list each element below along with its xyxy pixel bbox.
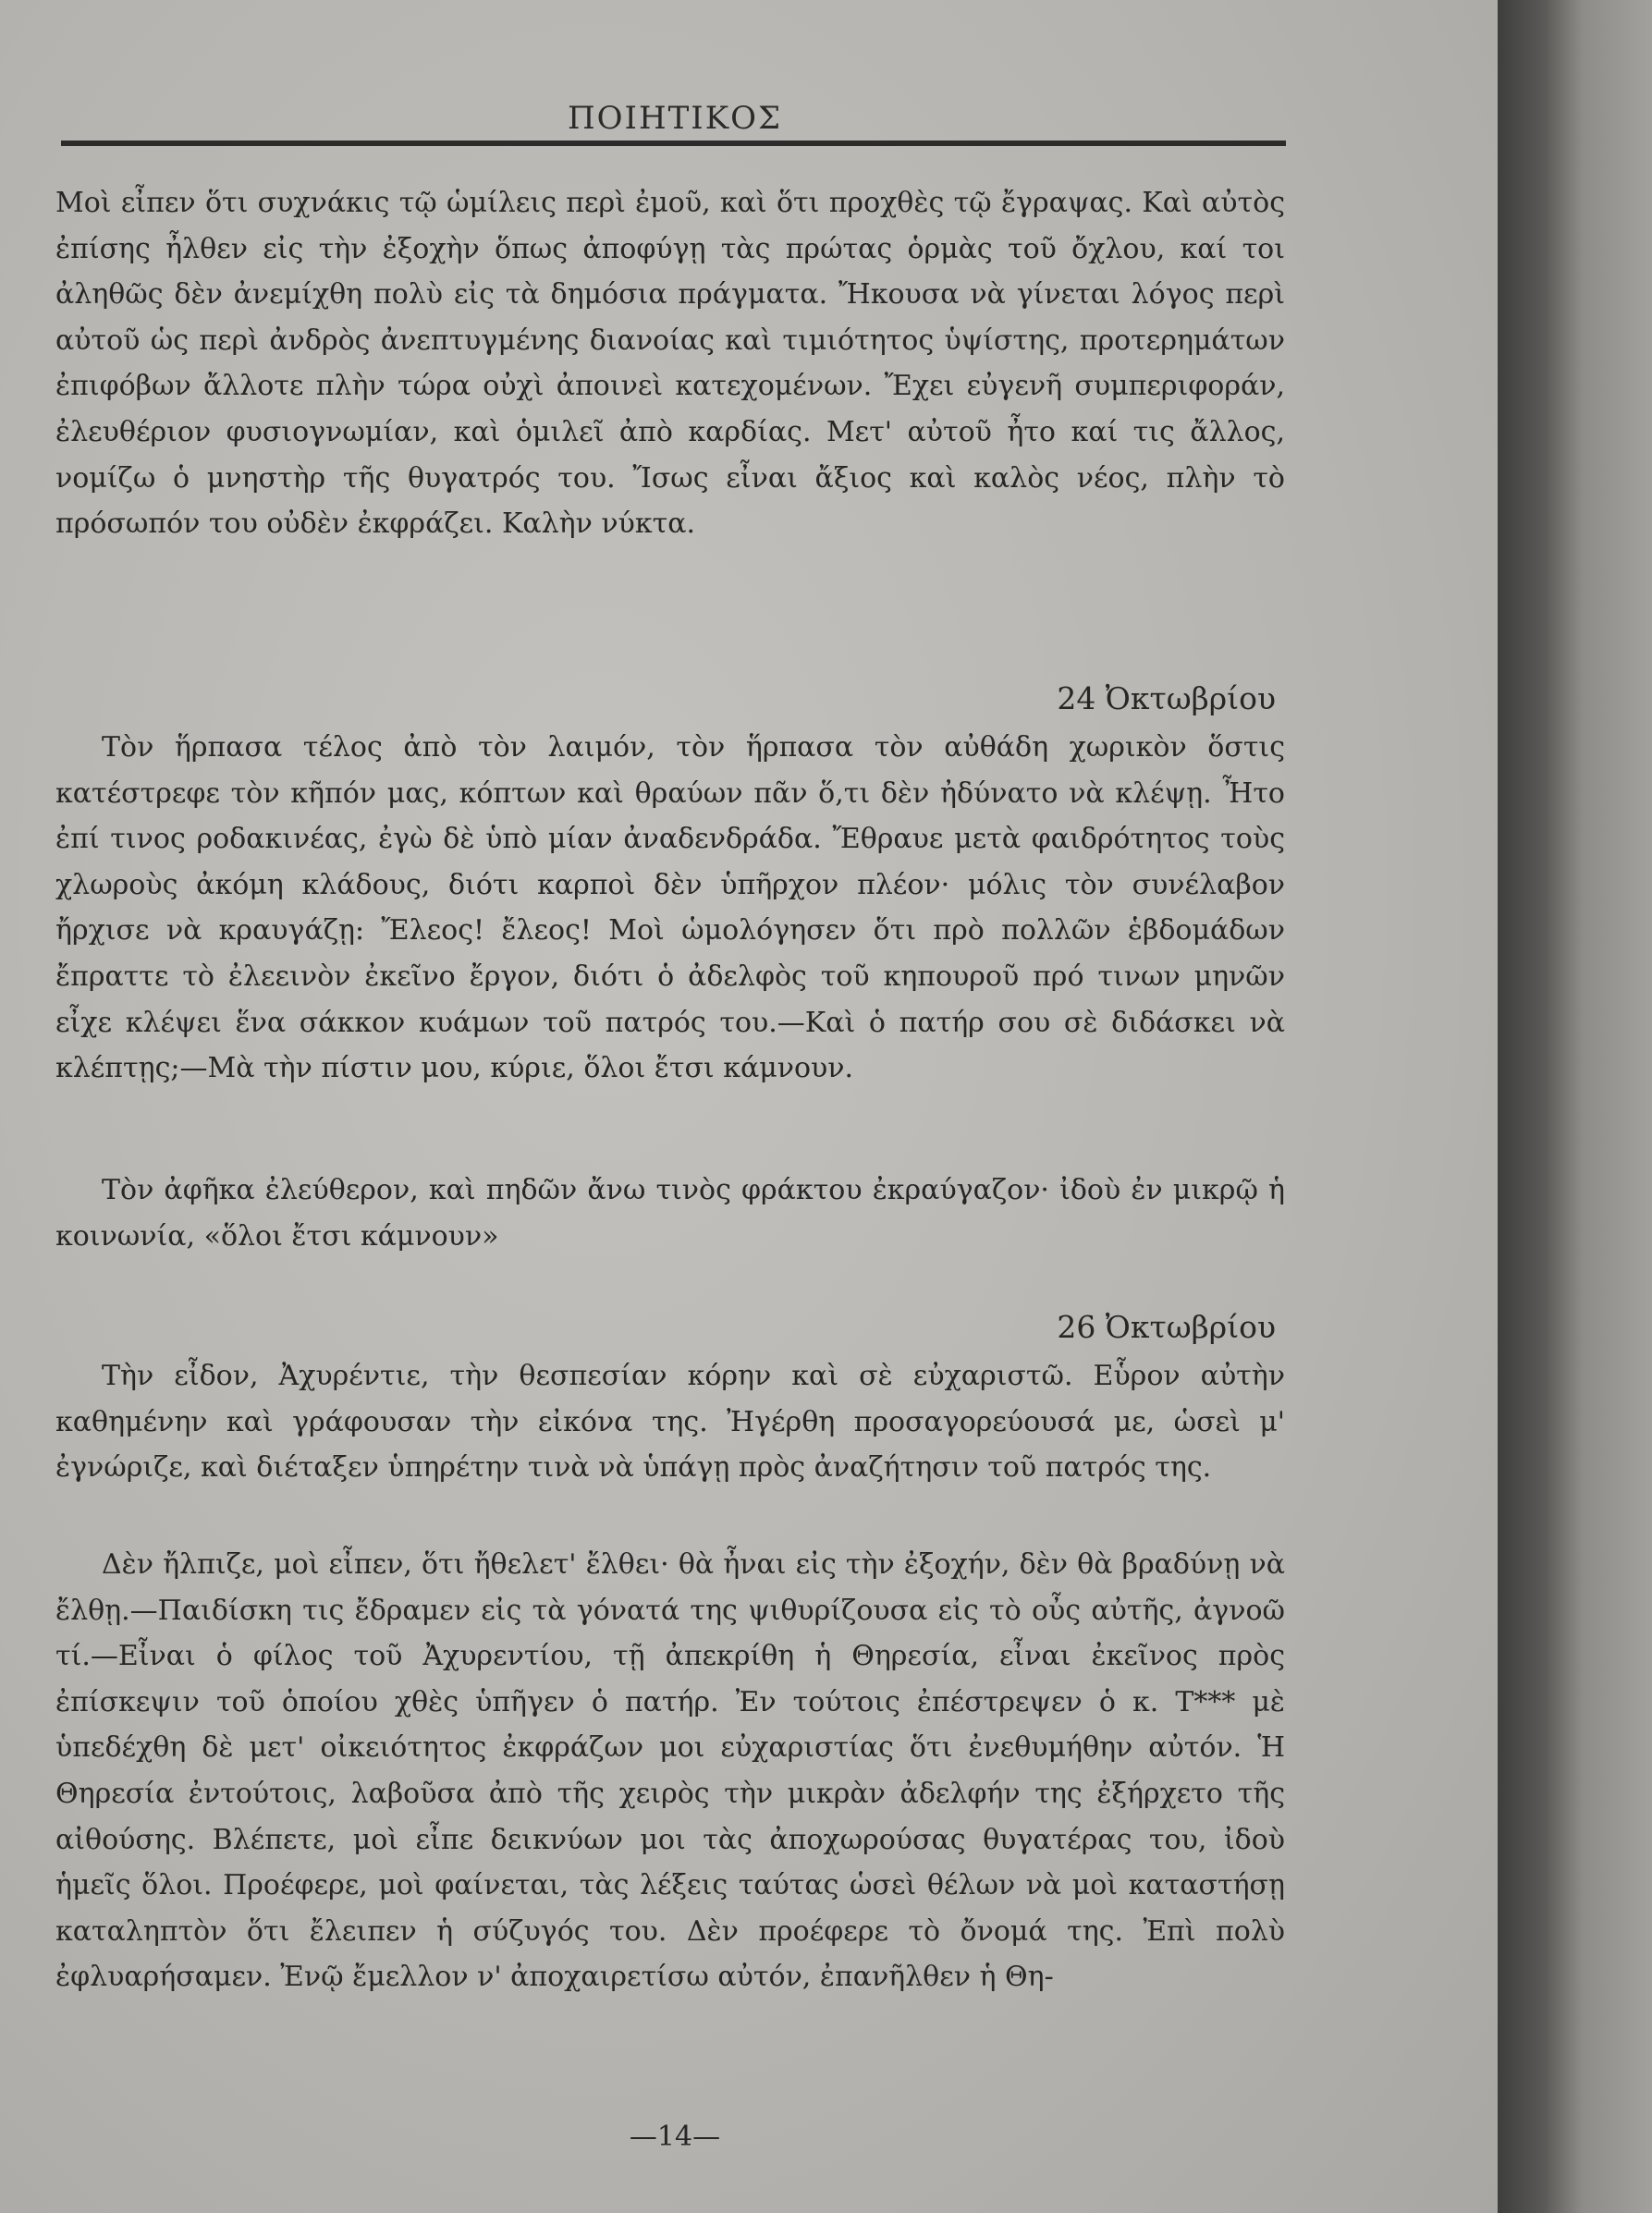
paragraph-5: Δὲν ἤλπιζε, μοὶ εἶπεν, ὅτι ἤθελετ' ἔλθει· θὰ ἦναι εἰς τὴν ἐξοχήν, δὲν θὰ βραδύνῃ νὰ ἔλθῃ.—Παιδίσκη τις ἔδραμεν εἰς τὰ γόνατά της ψιθυρίζουσα εἰς τὸ οὖς αὐτῆς, ἀγνοῶ τί.—Εἶναι ὁ φίλος τοῦ Ἀχυρεντίου, τῇ ἀπεκρίθη ἡ Θηρεσία, εἶναι ἐκεῖνος πρὸς ἐπίσκεψιν τοῦ ὁποίου χθὲς ὑπῆγεν ὁ πατήρ. Ἐν τούτοις ἐπέστρεψεν ὁ κ. Τ*** μὲ ὑπεδέχθη δὲ μετ' οἰκειότητος ἐκφράζων μοι εὐχαριστίας ὅτι ἐνεθυμήθην αὐτόν. Ἡ Θηρεσία ἐντούτοις, λαβοῦσα ἀπὸ τῆς χειρὸς τὴν μικρὰν ἀδελφήν της ἐξήρχετο τῆς αἰθούσης. Βλέπετε, μοὶ εἶπε δεικνύων μοι τὰς ἀποχωρούσας θυγατέρας του, ἰδοὺ ἡμεῖς ὅλοι. Προέφερε, μοὶ φαίνεται, τὰς λέξεις ταύτας ὡσεὶ θέλων νὰ μοὶ καταστήσῃ καταληπτὸν ὅτι ἔλειπεν ἡ σύζυγός του. Δὲν προέφερε τὸ ὄνομά της. Ἐπὶ πολὺ ἐφλυαρήσαμεν. Ἐνῷ ἔμελλον ν' ἀποχαιρετίσω αὐτόν, ἐπανῆλθεν ἡ Θη- — [55, 1548, 1285, 1994]
header-rule — [61, 141, 1286, 146]
date-heading-2: 26 Ὀκτωβρίου — [1057, 1309, 1276, 1345]
paragraph-1: Μοὶ εἶπεν ὅτι συχνάκις τῷ ὡμίλεις περὶ ἐμοῦ, καὶ ὅτι προχθὲς τῷ ἔγραψας. Καὶ αὐτὸς ἐπίσης ἦλθεν εἰς τὴν ἐξοχὴν ὅπως ἀποφύγῃ τὰς πρώτας ὁρμὰς τοῦ ὄχλου, καί τοι ἀληθῶς δὲν ἀνεμίχθη πολὺ εἰς τὰ δημόσια πράγματα. Ἤκουσα νὰ γίνεται λόγος περὶ αὐτοῦ ὡς περὶ ἀνδρὸς ἀνεπτυγμένης διανοίας καὶ τιμιότητος ὑψίστης, προτερημάτων ἐπιφόβων ἄλλοτε πλὴν τώρα οὐχὶ ἀποινεὶ κατεχομένων. Ἔχει εὐγενῆ συμπεριφοράν, ἐλευθέριον φυσιογνωμίαν, καὶ ὁμιλεῖ ἀπὸ καρδίας. Μετ' αὐτοῦ ἦτο καί τις ἄλλος, νομίζω ὁ μνηστὴρ τῆς θυγατρός του. Ἴσως εἶναι ἄξιος καὶ καλὸς νέος, πλὴν τὸ πρόσωπόν του οὐδὲν ἐκφράζει. Καλὴν νύκτα. — [55, 187, 1285, 541]
running-header: ΠΟΙΗΤΙΚΟΣ — [567, 100, 783, 137]
book-gutter — [1498, 0, 1652, 2213]
paragraph-3: Τὸν ἀφῆκα ἐλεύθερον, καὶ πηδῶν ἄνω τινὸς φράκτου ἐκραύγαζον· ἰδοὺ ἐν μικρῷ ἡ κοινωνία, «ὅλοι ἔτσι κάμνουν» — [55, 1174, 1285, 1253]
paragraph-4: Τὴν εἶδον, Ἀχυρέντιε, τὴν θεσπεσίαν κόρην καὶ σὲ εὐχαριστῶ. Εὗρον αὐτὴν καθημένην καὶ γράφουσαν τὴν εἰκόνα της. Ἠγέρθη προσαγορεύουσά με, ὡσεὶ μ' ἐγνώριζε, καὶ διέταξεν ὑπηρέτην τινὰ νὰ ὑπάγῃ πρὸς ἀναζήτησιν τοῦ πατρός της. — [55, 1360, 1285, 1485]
page-number: —14— — [629, 2121, 721, 2153]
paragraph-2: Τὸν ἥρπασα τέλος ἀπὸ τὸν λαιμόν, τὸν ἥρπασα τὸν αὐθάδη χωρικὸν ὅστις κατέστρεφε τὸν κῆπόν μας, κόπτων καὶ θραύων πᾶν ὅ,τι δὲν ἠδύνατο νὰ κλέψῃ. Ἦτο ἐπί τινος ροδακινέας, ἐγὼ δὲ ὑπὸ μίαν ἀναδενδράδα. Ἔθραυε μετὰ φαιδρότητος τοὺς χλωροὺς ἀκόμη κλάδους, διότι καρποὶ δὲν ὑπῆρχον πλέον· μόλις τὸν συνέλαβον ἤρχισε νὰ κραυγάζῃ: Ἔλεος! ἔλεος! Μοὶ ὡμολόγησεν ὅτι πρὸ πολλῶν ἑβδομάδων ἔπραττε τὸ ἐλεεινὸν ἐκεῖνο ἔργον, διότι ὁ ἀδελφὸς τοῦ κηπουροῦ πρό τινων μηνῶν εἶχε κλέψει ἕνα σάκκον κυάμων τοῦ πατρός του.—Καὶ ὁ πατήρ σου σὲ διδάσκει νὰ κλέπτῃς;—Μὰ τὴν πίστιν μου, κύριε, ὅλοι ἔτσι κάμνουν. — [55, 731, 1285, 1085]
date-heading-1: 24 Ὀκτωβρίου — [1057, 680, 1276, 716]
